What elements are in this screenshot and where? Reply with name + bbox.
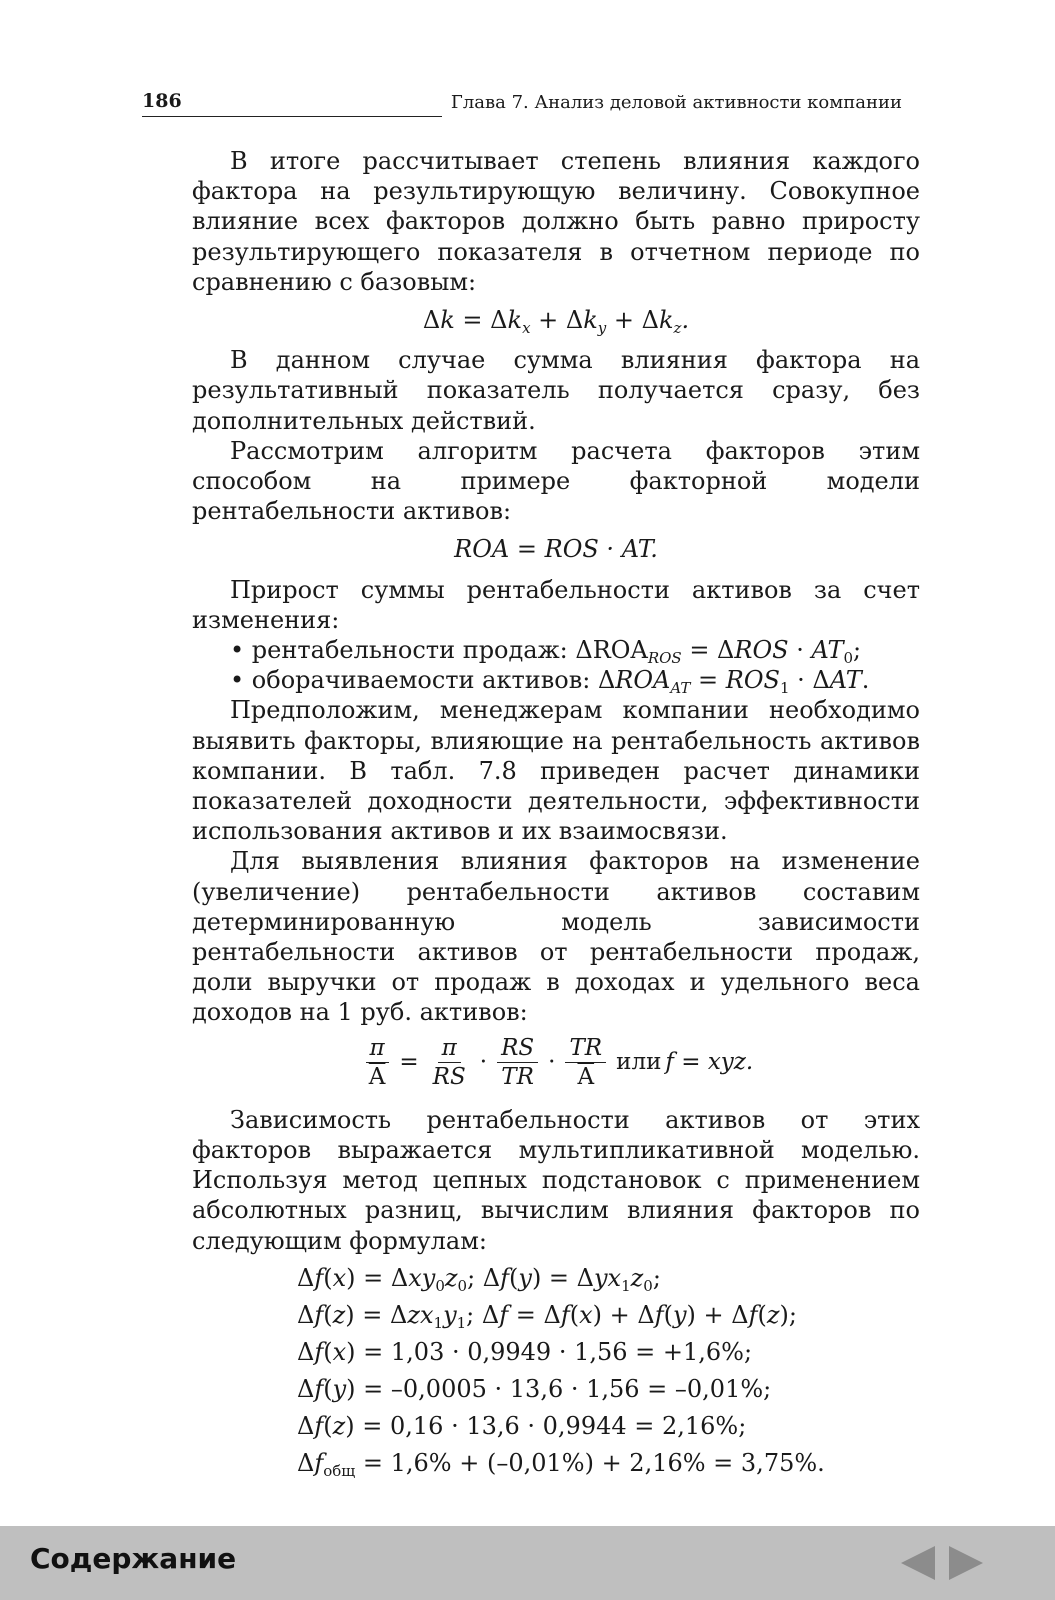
page-body (192, 146, 920, 1482)
fraction-pi-a: $\frac{\pi}{A}$ (365, 1034, 390, 1091)
calc-line-1: $\Delta f(x) = \Delta xy_0z_0$; $\Delta f(y) = \Delta yx_1z_0$; (297, 1263, 661, 1295)
or-text: или (616, 1049, 662, 1076)
paragraph-2: В данном случае сумма влияния фактора на результативный показатель получается сразу, без дополнительных действий. (192, 346, 920, 435)
paragraph-4: Прирост суммы рентабельности активов за счет изменения: (192, 575, 920, 634)
bullet-2-text: оборачиваемости активов: (251, 666, 591, 695)
bullet-item-ros: • рентабельности продаж: $\Delta ROA_{ROS} = \Delta ROS \cdot AT_0$; (230, 636, 862, 668)
bullet-item-at: • оборачиваемости активов: $\Delta ROA_{AT} = ROS_1 \cdot \Delta AT$. (230, 666, 870, 698)
page-number: 186 (142, 90, 182, 112)
calc-line-3-value: = 1,03 · 0,9949 · 1,56 = +1,6%; (363, 1337, 753, 1366)
fraction-tr-a: $\frac{TR}{A}$ (565, 1034, 606, 1091)
header-rule (142, 116, 442, 117)
formula-roa: ROA = ROS · AT. (454, 535, 658, 564)
formula-delta-k: $\Delta k = \Delta k_x + \Delta k_y + \Delta k_z$. (422, 306, 690, 338)
footer-bar (0, 1526, 1055, 1600)
formula-factor-model: $\frac{\pi}{A}$ = $\frac{\pi}{RS}$ · $\frac{RS}{TR}$ · $\frac{TR}{A}$ или f = xyz. (192, 1034, 920, 1091)
bullet-1-text: рентабельности продаж: (251, 636, 568, 665)
paragraph-1: В итоге рассчитывает степень влияния каждого фактора на результирующую величину. Совокупное влияние всех факторов должно быть равно приросту результирующего показателя в отчетном периоде по сравнению с базовым: (192, 147, 920, 296)
calc-formulas (297, 1260, 920, 1482)
page-header (142, 88, 902, 120)
paragraph-5: Предположим, менеджерам компании необходимо выявить факторы, влияющие на рентабельность активов компании. В табл. 7.8 приведен расчет динамики показателей доходности деятельности, эффективности использования активов и их взаимосвязи. (192, 696, 920, 846)
calc-line-5-value: = 0,16 · 13,6 · 0,9944 = 2,16%; (362, 1411, 747, 1440)
next-page-icon[interactable] (947, 1544, 985, 1582)
calc-line-2: $\Delta f(z) = \Delta zx_1y_1$; Δf = Δf(x) + Δf(y) + Δf(z); (297, 1300, 797, 1332)
table-of-contents-link[interactable]: Содержание (30, 1542, 237, 1575)
calc-line-6: $\Delta f_{общ} = 1,6\% + (-0,01\%) + 2,16\% = 3,75\%$. (297, 1448, 825, 1480)
calc-line-4-value: = –0,0005 · 13,6 · 1,56 = –0,01%; (363, 1374, 772, 1403)
calc-line-5: Δf(z) = 0,16 · 13,6 · 0,9944 = 2,16%; (297, 1411, 747, 1440)
calc-line-3: Δf(x) = 1,03 · 0,9949 · 1,56 = +1,6%; (297, 1337, 753, 1366)
chapter-title: Глава 7. Анализ деловой активности компании (450, 92, 902, 113)
prev-page-icon[interactable] (899, 1544, 937, 1582)
paragraph-6: Для выявления влияния факторов на изменение (увеличение) рентабельности активов составим детерминированную модель зависимости рентабельности активов от рентабельности продаж, доли выручки от продаж в доходах и удельного веса доходов на 1 руб. активов: (192, 847, 920, 1027)
paragraph-3: Рассмотрим алгоритм расчета факторов этим способом на примере факторной модели рентабельности активов: (192, 436, 920, 526)
fraction-rs-tr: $\frac{RS}{TR}$ (497, 1034, 538, 1091)
paragraph-7: Зависимость рентабельности активов от этих факторов выражается мультипликативной моделью. Используя метод цепных подстановок с применением абсолютных разниц, вычислим влияния факторов по следующим формулам: (192, 1105, 920, 1255)
calc-line-6-value: = 1,6% + (–0,01%) + 2,16% = 3,75%. (362, 1448, 825, 1477)
formula-f-xyz: f = xyz. (665, 1049, 754, 1076)
calc-line-4: Δf(y) = –0,0005 · 13,6 · 1,56 = –0,01%; (297, 1374, 772, 1403)
fraction-pi-rs: $\frac{\pi}{RS}$ (432, 1034, 466, 1090)
